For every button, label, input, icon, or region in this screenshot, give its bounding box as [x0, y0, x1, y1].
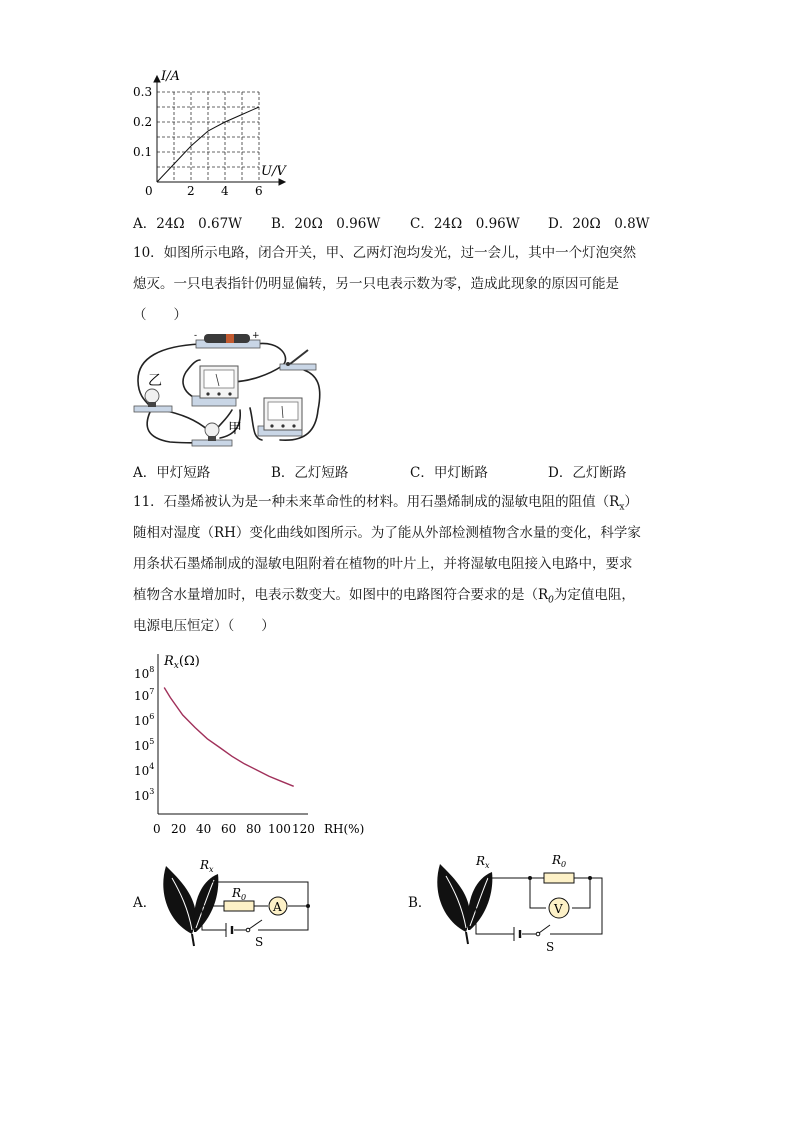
q10-option-d[interactable]: D．乙灯断路 [548, 465, 627, 481]
meter-2-icon [258, 398, 302, 436]
iu-y-tick: 0.3 [133, 85, 153, 99]
voltmeter-icon [549, 898, 569, 918]
meter-1-icon [192, 366, 238, 406]
circuit-a-diagram [158, 852, 328, 952]
q9-option-d[interactable]: D．20Ω 0.8W [548, 216, 650, 232]
circuit-a-switch-label: S [255, 935, 264, 949]
q10-circuit-photo [130, 330, 330, 452]
svg-text:0: 0 [153, 822, 161, 836]
svg-text:120: 120 [292, 822, 315, 836]
svg-text:20: 20 [171, 822, 187, 836]
svg-text:-: - [194, 331, 198, 341]
svg-text:107: $10^7$ [134, 687, 155, 703]
svg-text:+: + [252, 331, 260, 341]
q10-line-1: 10．如图所示电路，闭合开关，甲、乙两灯泡均发光，过一会儿，其中一个灯泡突然 [133, 245, 637, 261]
svg-text:103: $10^3$ [134, 787, 155, 803]
svg-text:104: $10^4$ [134, 762, 155, 778]
q9-option-b[interactable]: B．20Ω 0.96W [271, 216, 381, 232]
svg-text:V: V [554, 902, 563, 916]
rh-y-ticks [134, 665, 154, 803]
svg-text:80: 80 [246, 822, 262, 836]
q11-line-2: 随相对湿度（RH）变化曲线如图所示。为了能从外部检测植物含水量的变化，科学家 [133, 525, 641, 541]
circuit-a-rx-label: $R_x$ [200, 858, 214, 874]
svg-text:60: 60 [221, 822, 237, 836]
iu-grid [157, 92, 259, 182]
svg-text:A: A [273, 900, 282, 914]
lamp-yi-label: 乙 [148, 373, 162, 389]
battery-icon [226, 923, 232, 937]
iu-graph [125, 62, 295, 202]
battery-icon [514, 927, 520, 941]
iu-x-tick: 6 [255, 184, 263, 198]
q10-answer-blank: （ ） [133, 307, 187, 323]
iu-y-tick: 0.2 [133, 115, 153, 129]
svg-text:105: $10^5$ [134, 737, 155, 753]
rh-curve [164, 688, 294, 787]
rh-axes [158, 654, 308, 814]
q11-line-3: 用条状石墨烯制成的湿敏电阻附着在植物的叶片上，并将湿敏电阻接入电路中，要求 [133, 556, 633, 572]
circuit-a-r0 [224, 901, 254, 911]
iu-y-tick: 0.1 [133, 145, 153, 159]
q10-option-c[interactable]: C．甲灯断路 [410, 465, 488, 481]
q11-line-4: 植物含水量增加时，电表示数变大。如图中的电路图符合要求的是（$R_0$为定值电阻， [133, 587, 635, 606]
circuit-b-diagram [432, 850, 612, 954]
q9-option-c[interactable]: C．24Ω 0.96W [410, 216, 520, 232]
rh-resistance-chart [128, 648, 378, 843]
q10-option-a[interactable]: A．甲灯短路 [133, 465, 211, 481]
circuit-a-wires [202, 882, 308, 930]
circuit-b-node [528, 876, 532, 880]
circuit-b-rx-label: $R_x$ [476, 854, 490, 870]
circuit-a-letter[interactable]: A． [133, 895, 157, 911]
iu-x-tick: 0 [145, 184, 153, 198]
rh-xlabel: RH(%) [324, 822, 365, 836]
ammeter-icon [269, 897, 287, 915]
svg-text:108: $10^8$ [134, 665, 155, 681]
circuit-b-letter[interactable]: B． [408, 895, 432, 911]
switch-icon [536, 925, 550, 936]
battery-icon [194, 331, 260, 348]
circuit-a-r0-label: $R_0$ [232, 886, 247, 902]
q10-option-b[interactable]: B．乙灯短路 [271, 465, 349, 481]
leaf-icon [437, 864, 492, 944]
svg-text:106: $10^6$ [134, 712, 155, 728]
lamp-jia-label: 甲 [228, 421, 242, 437]
circuit-b-r0-label: $R_0$ [552, 853, 567, 869]
circuit-b-wires [476, 878, 602, 934]
q11-line-1: 11．石墨烯被认为是一种未来革命性的材料。用石墨烯制成的湿敏电阻的阻值$(R_x)$ [133, 494, 638, 513]
q10-line-2: 熄灭。一只电表指针仍明显偏转，另一只电表示数为零，造成此现象的原因可能是 [133, 276, 619, 292]
iu-x-tick: 2 [187, 184, 195, 198]
lamp-jia-icon [192, 423, 232, 446]
circuit-b-switch-label: S [546, 940, 555, 954]
iu-ylabel: I/A [161, 69, 180, 84]
iu-xlabel: U/V [261, 164, 286, 179]
circuit-b-r0 [544, 873, 574, 883]
circuit-a-node [306, 904, 310, 908]
circuit-b-node [588, 876, 592, 880]
svg-text:100: 100 [268, 822, 291, 836]
rh-x-ticks [153, 822, 315, 836]
rh-ylabel: $R_x(\Omega)$ [164, 654, 200, 671]
q9-option-a[interactable]: A．24Ω 0.67W [133, 216, 243, 232]
svg-text:40: 40 [196, 822, 212, 836]
iu-x-tick: 4 [221, 184, 229, 198]
q11-line-5: 电源电压恒定）（ ） [133, 618, 275, 634]
